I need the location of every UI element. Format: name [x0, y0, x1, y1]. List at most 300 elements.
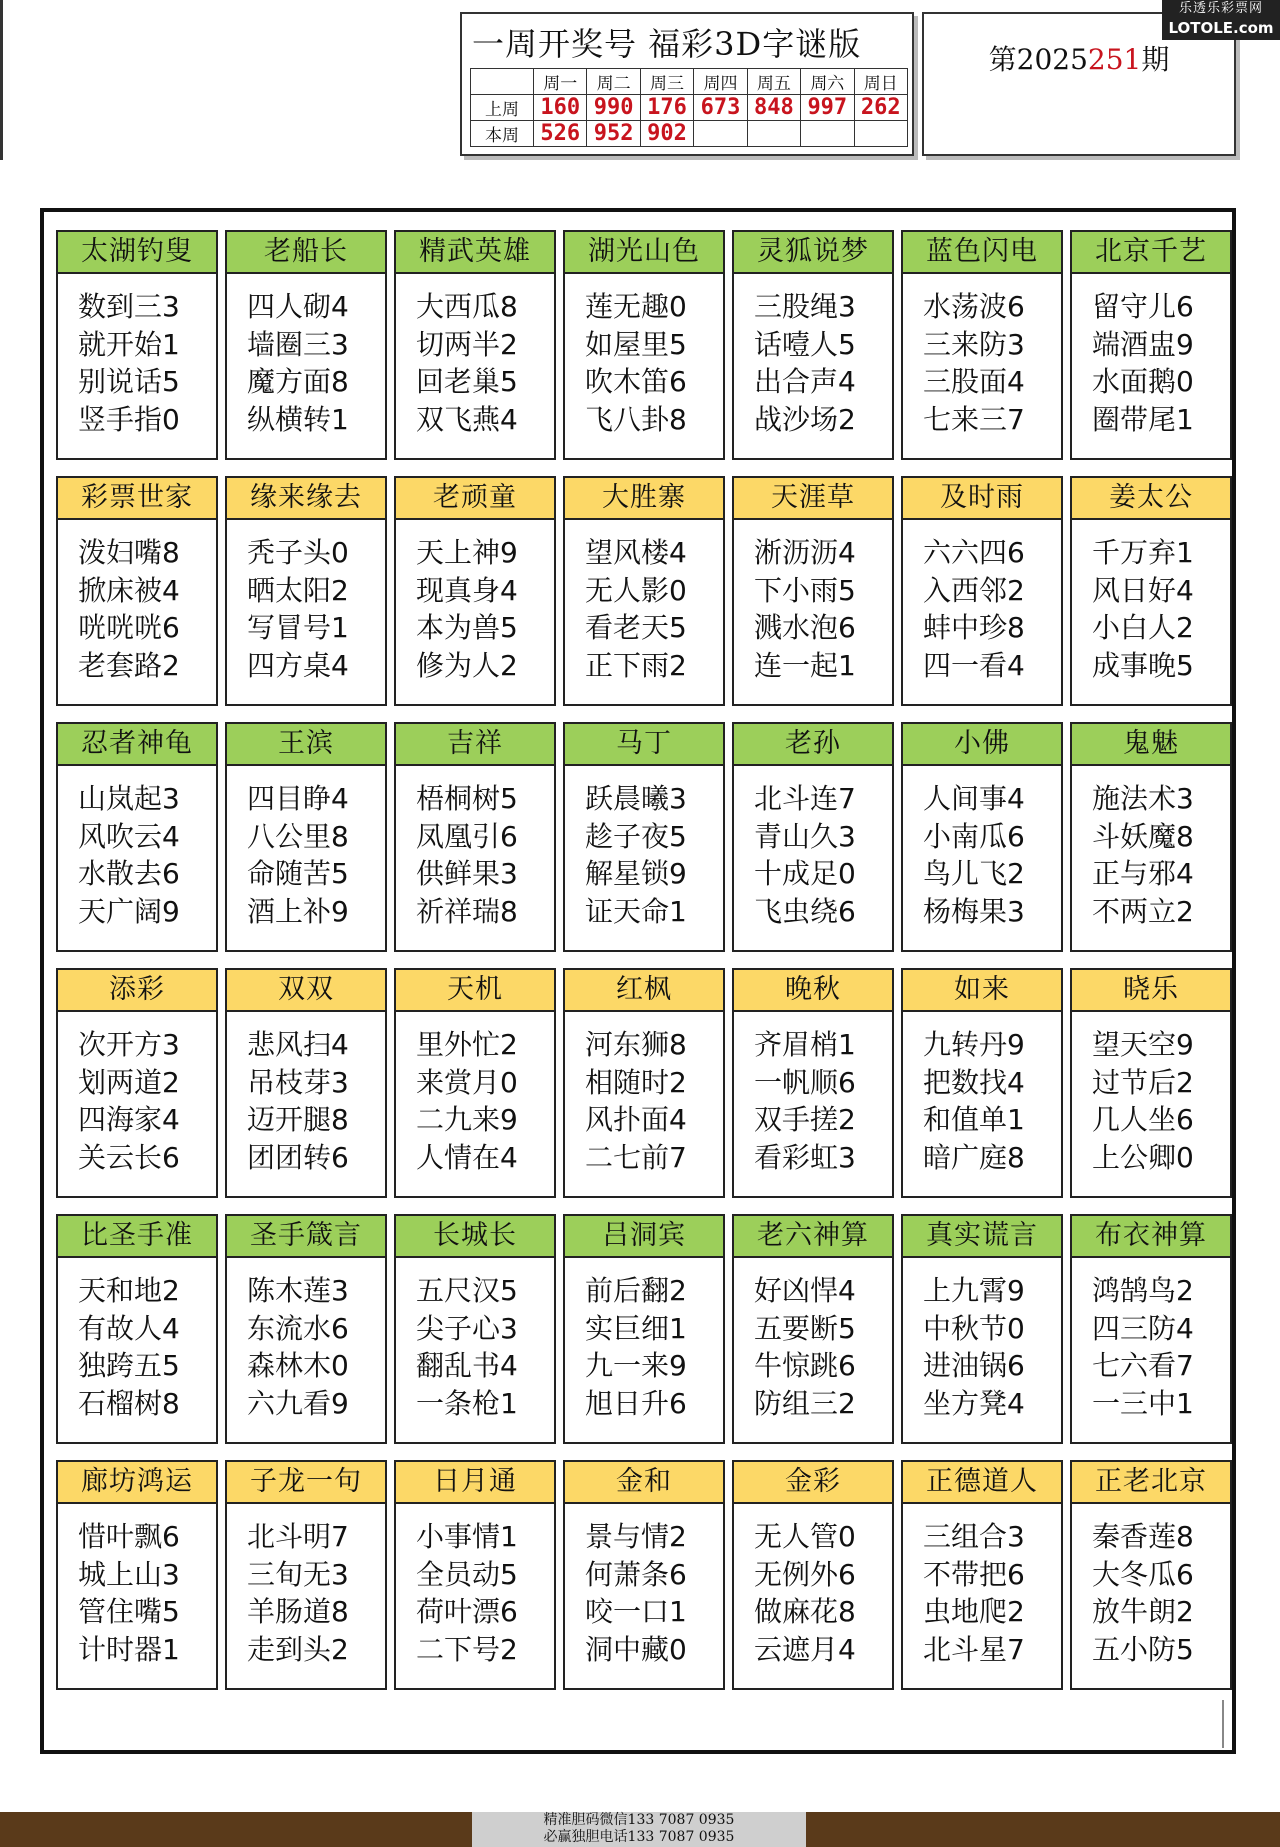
card-body [903, 1258, 1061, 1422]
riddle-card [394, 476, 556, 706]
riddle-card [56, 476, 218, 706]
riddle-card [394, 722, 556, 952]
card-title: 天涯草 [734, 478, 892, 520]
card-body [227, 1504, 385, 1668]
card-body [58, 1504, 216, 1668]
card-title: 鬼魅 [1072, 724, 1230, 766]
draw-number [694, 121, 747, 147]
footer-bar [0, 1812, 1280, 1847]
riddle-line: 人情在4 [416, 1140, 518, 1174]
riddle-line: 惜叶飘6 [78, 1520, 180, 1553]
riddle-line: 四方桌4 [247, 648, 349, 682]
riddle-line: 施法术3 [1092, 782, 1194, 815]
riddle-card [394, 230, 556, 460]
riddle-line: 小南瓜6 [923, 819, 1025, 853]
riddle-line: 淅沥沥4 [754, 536, 856, 569]
weekly-draw-table [470, 68, 908, 147]
riddle-line: 秦香莲8 [1092, 1520, 1194, 1553]
draw-number: 902 [640, 121, 693, 147]
card-body [565, 520, 723, 684]
riddle-line: 本为兽5 [416, 611, 518, 644]
draw-number: 952 [587, 121, 640, 147]
riddle-line: 酒上补9 [247, 894, 349, 928]
card-body [903, 1012, 1061, 1176]
riddle-line: 出合声4 [754, 365, 856, 398]
weekly-draw-title: 一周开奖号 福彩3D字谜版 [472, 25, 862, 63]
card-title: 如来 [903, 970, 1061, 1012]
riddle-card [563, 230, 725, 460]
riddle-line: 暗广庭8 [923, 1140, 1025, 1174]
riddle-line: 秃子头0 [247, 536, 349, 569]
card-body [903, 520, 1061, 684]
riddle-card [225, 1214, 387, 1444]
riddle-line: 人间事4 [923, 782, 1025, 815]
riddle-line: 无例外6 [754, 1557, 856, 1591]
card-body [396, 1258, 554, 1422]
riddle-line: 无人影0 [585, 573, 687, 607]
card-body [565, 1012, 723, 1176]
riddle-line: 次开方3 [78, 1028, 180, 1061]
watermark-en: LOTOLE.com [1168, 19, 1274, 37]
card-title: 金彩 [734, 1462, 892, 1504]
riddle-line: 牛惊跳6 [754, 1349, 856, 1382]
riddle-line: 梧桐树5 [416, 782, 518, 815]
card-body [734, 1258, 892, 1422]
riddle-line: 吹木笛6 [585, 365, 687, 398]
riddle-line: 走到头2 [247, 1632, 349, 1666]
card-title: 日月通 [396, 1462, 554, 1504]
card-body [227, 1258, 385, 1422]
riddle-card [1070, 722, 1232, 952]
riddle-line: 十成足0 [754, 857, 856, 890]
card-body [227, 274, 385, 438]
card-title: 正老北京 [1072, 1462, 1230, 1504]
riddle-line: 杨梅果3 [923, 894, 1025, 928]
riddle-line: 有故人4 [78, 1311, 180, 1345]
riddle-line: 和值单1 [923, 1103, 1025, 1136]
riddle-line: 划两道2 [78, 1065, 180, 1099]
day-header: 周五 [747, 69, 800, 95]
riddle-line: 放牛朗2 [1092, 1595, 1194, 1628]
day-header: 周日 [854, 69, 907, 95]
card-title: 正德道人 [903, 1462, 1061, 1504]
riddle-line: 城上山3 [78, 1557, 180, 1591]
riddle-line: 斗妖魔8 [1092, 819, 1194, 853]
riddle-line: 相随时2 [585, 1065, 687, 1099]
card-title: 晚秋 [734, 970, 892, 1012]
riddle-card [56, 722, 218, 952]
card-title: 比圣手准 [58, 1216, 216, 1258]
riddle-line: 双手搓2 [754, 1103, 856, 1136]
riddle-line: 水荡波6 [923, 290, 1025, 323]
riddle-line: 下小雨5 [754, 573, 856, 607]
riddle-line: 做麻花8 [754, 1595, 856, 1628]
riddle-card [56, 1214, 218, 1444]
riddle-line: 现真身4 [416, 573, 518, 607]
card-title: 真实谎言 [903, 1216, 1061, 1258]
riddle-card [1070, 1460, 1232, 1690]
riddle-card [901, 1460, 1063, 1690]
riddle-line: 看彩虹3 [754, 1140, 856, 1174]
riddle-card [563, 1214, 725, 1444]
card-title: 吉祥 [396, 724, 554, 766]
riddle-line: 全员动5 [416, 1557, 518, 1591]
riddle-line: 望天空9 [1092, 1028, 1194, 1061]
riddle-line: 不带把6 [923, 1557, 1025, 1591]
riddle-line: 中秋节0 [923, 1311, 1025, 1345]
card-title: 小佛 [903, 724, 1061, 766]
card-body [1072, 1258, 1230, 1422]
riddle-line: 正与邪4 [1092, 857, 1194, 890]
card-body [396, 766, 554, 930]
riddle-line: 解星锁9 [585, 857, 687, 890]
card-title: 北京千艺 [1072, 232, 1230, 274]
card-title: 子龙一句 [227, 1462, 385, 1504]
riddle-line: 水散去6 [78, 857, 180, 890]
riddle-line: 上公卿0 [1092, 1140, 1194, 1174]
riddle-card [563, 476, 725, 706]
riddle-card [394, 1214, 556, 1444]
riddle-line: 九转丹9 [923, 1028, 1025, 1061]
riddle-line: 泼妇嘴8 [78, 536, 180, 569]
riddle-line: 几人坐6 [1092, 1103, 1194, 1136]
riddle-line: 连一起1 [754, 648, 856, 682]
card-body [1072, 1012, 1230, 1176]
riddle-card [901, 1214, 1063, 1444]
riddle-line: 何萧条6 [585, 1557, 687, 1591]
card-body [227, 1012, 385, 1176]
riddle-line: 证天命1 [585, 894, 687, 928]
card-title: 姜太公 [1072, 478, 1230, 520]
riddle-line: 防组三2 [754, 1386, 856, 1420]
card-body [396, 1012, 554, 1176]
riddle-line: 前后翻2 [585, 1274, 687, 1307]
riddle-line: 九一来9 [585, 1349, 687, 1382]
card-title: 红枫 [565, 970, 723, 1012]
corner-cell [471, 69, 534, 95]
riddle-card [563, 968, 725, 1198]
card-title: 金和 [565, 1462, 723, 1504]
riddle-line: 四一看4 [923, 648, 1025, 682]
draw-number: 848 [747, 95, 800, 121]
riddle-line: 翻乱书4 [416, 1349, 518, 1382]
riddle-line: 大西瓜8 [416, 290, 518, 323]
riddle-line: 一帆顺6 [754, 1065, 856, 1099]
issue-digits: 251 [1087, 43, 1142, 76]
riddle-card [225, 230, 387, 460]
riddle-card [901, 230, 1063, 460]
riddle-line: 五尺汉5 [416, 1274, 518, 1307]
riddle-line: 凤凰引6 [416, 819, 518, 853]
card-title: 布衣神算 [1072, 1216, 1230, 1258]
riddle-line: 来赏月0 [416, 1065, 518, 1099]
riddle-card [56, 968, 218, 1198]
contact-box [472, 1812, 806, 1847]
riddle-line: 计时器1 [78, 1632, 180, 1666]
draw-number [801, 121, 854, 147]
riddle-card [901, 476, 1063, 706]
card-body [565, 1258, 723, 1422]
riddle-card [1070, 968, 1232, 1198]
card-body [734, 1012, 892, 1176]
riddle-line: 小白人2 [1092, 611, 1194, 644]
this-week-row [471, 121, 908, 147]
riddle-line: 风日好4 [1092, 573, 1194, 607]
riddle-line: 溅水泡6 [754, 611, 856, 644]
card-body [734, 766, 892, 930]
riddle-card [563, 1460, 725, 1690]
card-title: 蓝色闪电 [903, 232, 1061, 274]
riddle-card [56, 230, 218, 460]
riddle-line: 大冬瓜6 [1092, 1557, 1194, 1591]
riddle-card [225, 1460, 387, 1690]
card-body [396, 274, 554, 438]
riddle-line: 进油锅6 [923, 1349, 1025, 1382]
draw-number: 526 [534, 121, 587, 147]
weekly-draw-panel [460, 12, 914, 156]
riddle-line: 里外忙2 [416, 1028, 518, 1061]
riddle-line: 回老巢5 [416, 365, 518, 398]
card-title: 老顽童 [396, 478, 554, 520]
riddle-line: 上九霄9 [923, 1274, 1025, 1307]
riddle-line: 北斗连7 [754, 782, 856, 815]
card-body [58, 520, 216, 684]
riddle-card [732, 1214, 894, 1444]
riddle-line: 如屋里5 [585, 327, 687, 361]
riddle-card [732, 230, 894, 460]
riddle-card [901, 968, 1063, 1198]
riddle-line: 入西邻2 [923, 573, 1025, 607]
riddle-line: 战沙场2 [754, 402, 856, 436]
riddle-line: 四目睁4 [247, 782, 349, 815]
riddle-line: 石榴树8 [78, 1386, 180, 1420]
riddle-card [732, 722, 894, 952]
riddle-line: 三股绳3 [754, 290, 856, 323]
riddle-line: 森林木0 [247, 1349, 349, 1382]
card-body [1072, 1504, 1230, 1668]
riddle-line: 团团转6 [247, 1140, 349, 1174]
riddle-line: 双飞燕4 [416, 402, 518, 436]
riddle-line: 三来防3 [923, 327, 1025, 361]
card-body [903, 274, 1061, 438]
card-title: 吕洞宾 [565, 1216, 723, 1258]
riddle-card [56, 1460, 218, 1690]
card-body [565, 766, 723, 930]
riddle-line: 五小防5 [1092, 1632, 1194, 1666]
riddle-line: 二七前7 [585, 1140, 687, 1174]
last-week-label: 上周 [471, 95, 534, 121]
riddle-card [732, 476, 894, 706]
riddle-line: 把数找4 [923, 1065, 1025, 1099]
riddle-line: 写冒号1 [247, 611, 349, 644]
riddle-card [732, 1460, 894, 1690]
riddle-line: 切两半2 [416, 327, 518, 361]
riddle-card [1070, 230, 1232, 460]
card-title: 马丁 [565, 724, 723, 766]
riddle-line: 一条枪1 [416, 1386, 518, 1420]
card-title: 忍者神龟 [58, 724, 216, 766]
card-title: 王滨 [227, 724, 385, 766]
draw-number: 176 [640, 95, 693, 121]
card-body [58, 1012, 216, 1176]
riddle-line: 五要断5 [754, 1311, 856, 1345]
this-week-label: 本周 [471, 121, 534, 147]
riddle-line: 跃晨曦3 [585, 782, 687, 815]
card-body [565, 274, 723, 438]
card-title: 长城长 [396, 1216, 554, 1258]
riddle-line: 云遮月4 [754, 1632, 856, 1666]
riddle-line: 四人砌4 [247, 290, 349, 323]
riddle-line: 关云长6 [78, 1140, 180, 1174]
card-title: 老六神算 [734, 1216, 892, 1258]
riddle-line: 看老天5 [585, 611, 687, 644]
riddle-line: 竖手指0 [78, 402, 180, 436]
riddle-card [901, 722, 1063, 952]
riddle-line: 北斗明7 [247, 1520, 349, 1553]
riddle-line: 旭日升6 [585, 1386, 687, 1420]
riddle-line: 陈木莲3 [247, 1274, 349, 1307]
riddle-line: 坐方凳4 [923, 1386, 1025, 1420]
card-title: 精武英雄 [396, 232, 554, 274]
riddle-line: 就开始1 [78, 327, 180, 361]
riddle-line: 莲无趣0 [585, 290, 687, 323]
riddle-line: 荷叶漂6 [416, 1595, 518, 1628]
draw-number [854, 121, 907, 147]
riddle-line: 景与情2 [585, 1520, 687, 1553]
riddle-line: 风吹云4 [78, 819, 180, 853]
riddle-line: 齐眉梢1 [754, 1028, 856, 1061]
day-header: 周三 [640, 69, 693, 95]
card-title: 灵狐说梦 [734, 232, 892, 274]
day-header: 周四 [694, 69, 747, 95]
riddle-line: 东流水6 [247, 1311, 349, 1345]
day-header: 周一 [534, 69, 587, 95]
riddle-line: 悲风扫4 [247, 1028, 349, 1061]
riddle-line: 祈祥瑞8 [416, 894, 518, 928]
card-body [734, 1504, 892, 1668]
riddle-line: 管住嘴5 [78, 1595, 180, 1628]
riddle-line: 吊枝芽3 [247, 1065, 349, 1099]
riddle-line: 纵横转1 [247, 402, 349, 436]
card-title: 晓乐 [1072, 970, 1230, 1012]
riddle-line: 魔方面8 [247, 365, 349, 398]
issue-prefix: 第2025 [988, 43, 1088, 76]
riddle-card [1070, 1214, 1232, 1444]
issue-suffix: 期 [1141, 43, 1170, 76]
riddle-line: 端酒盅9 [1092, 327, 1194, 361]
riddle-line: 修为人2 [416, 648, 518, 682]
card-title: 太湖钓叟 [58, 232, 216, 274]
riddle-line: 千万弃1 [1092, 536, 1194, 569]
last-week-row [471, 95, 908, 121]
riddle-card [394, 1460, 556, 1690]
riddle-line: 二下号2 [416, 1632, 518, 1666]
riddle-line: 小事情1 [416, 1520, 518, 1553]
card-title: 老船长 [227, 232, 385, 274]
riddle-card [394, 968, 556, 1198]
riddle-line: 鸿鹄鸟2 [1092, 1274, 1194, 1307]
riddle-line: 四海家4 [78, 1103, 180, 1136]
riddle-line: 水面鹅0 [1092, 365, 1194, 398]
card-body [734, 520, 892, 684]
contact-line-1: 精准胆码微信133 7087 0935 [543, 1812, 735, 1828]
riddle-card [225, 722, 387, 952]
riddle-line: 洞中藏0 [585, 1632, 687, 1666]
card-body [58, 274, 216, 438]
card-body [565, 1504, 723, 1668]
card-body [227, 766, 385, 930]
riddle-line: 蚌中珍8 [923, 611, 1025, 644]
riddle-line: 趁子夜5 [585, 819, 687, 853]
riddle-line: 成事晚5 [1092, 648, 1194, 682]
card-title: 彩票世家 [58, 478, 216, 520]
riddle-line: 六九看9 [247, 1386, 349, 1420]
card-body [734, 274, 892, 438]
watermark-cn: 乐透乐彩票网 [1178, 1, 1263, 16]
riddle-line: 三组合3 [923, 1520, 1025, 1553]
riddle-line: 别说话5 [78, 365, 180, 398]
days-row [471, 69, 908, 95]
riddle-line: 咬一口1 [585, 1595, 687, 1628]
riddle-line: 六六四6 [923, 536, 1025, 569]
card-body [1072, 274, 1230, 438]
riddle-line: 山岚起3 [78, 782, 180, 815]
riddle-line: 天上神9 [416, 536, 518, 569]
riddle-line: 正下雨2 [585, 648, 687, 682]
riddle-card [1070, 476, 1232, 706]
riddle-line: 七六看7 [1092, 1349, 1194, 1382]
card-title: 及时雨 [903, 478, 1061, 520]
card-body [1072, 766, 1230, 930]
riddle-line: 过节后2 [1092, 1065, 1194, 1099]
riddle-line: 迈开腿8 [247, 1103, 349, 1136]
card-body [1072, 520, 1230, 684]
card-body [396, 520, 554, 684]
card-title: 添彩 [58, 970, 216, 1012]
riddle-line: 飞八卦8 [585, 402, 687, 436]
divider-line [1222, 1700, 1224, 1748]
riddle-card [563, 722, 725, 952]
day-header: 周二 [587, 69, 640, 95]
riddle-line: 虫地爬2 [923, 1595, 1025, 1628]
card-body [227, 520, 385, 684]
card-body [396, 1504, 554, 1668]
riddle-line: 风扑面4 [585, 1103, 687, 1136]
riddle-line: 一三中1 [1092, 1386, 1194, 1420]
site-watermark [1162, 0, 1280, 40]
card-title: 圣手箴言 [227, 1216, 385, 1258]
day-header: 周六 [801, 69, 854, 95]
riddle-grid [56, 230, 1232, 1690]
draw-number: 160 [534, 95, 587, 121]
riddle-frame [40, 208, 1236, 1754]
card-title: 湖光山色 [565, 232, 723, 274]
card-title: 大胜寨 [565, 478, 723, 520]
card-title: 双双 [227, 970, 385, 1012]
card-body [903, 766, 1061, 930]
riddle-line: 天和地2 [78, 1274, 180, 1307]
riddle-line: 好凶悍4 [754, 1274, 856, 1307]
card-title: 缘来缘去 [227, 478, 385, 520]
riddle-line: 留守儿6 [1092, 290, 1194, 323]
riddle-line: 不两立2 [1092, 894, 1194, 928]
riddle-line: 实巨细1 [585, 1311, 687, 1345]
riddle-line: 八公里8 [247, 819, 349, 853]
draw-number: 990 [587, 95, 640, 121]
card-body [903, 1504, 1061, 1668]
riddle-line: 天广阔9 [78, 894, 180, 928]
riddle-card [225, 476, 387, 706]
